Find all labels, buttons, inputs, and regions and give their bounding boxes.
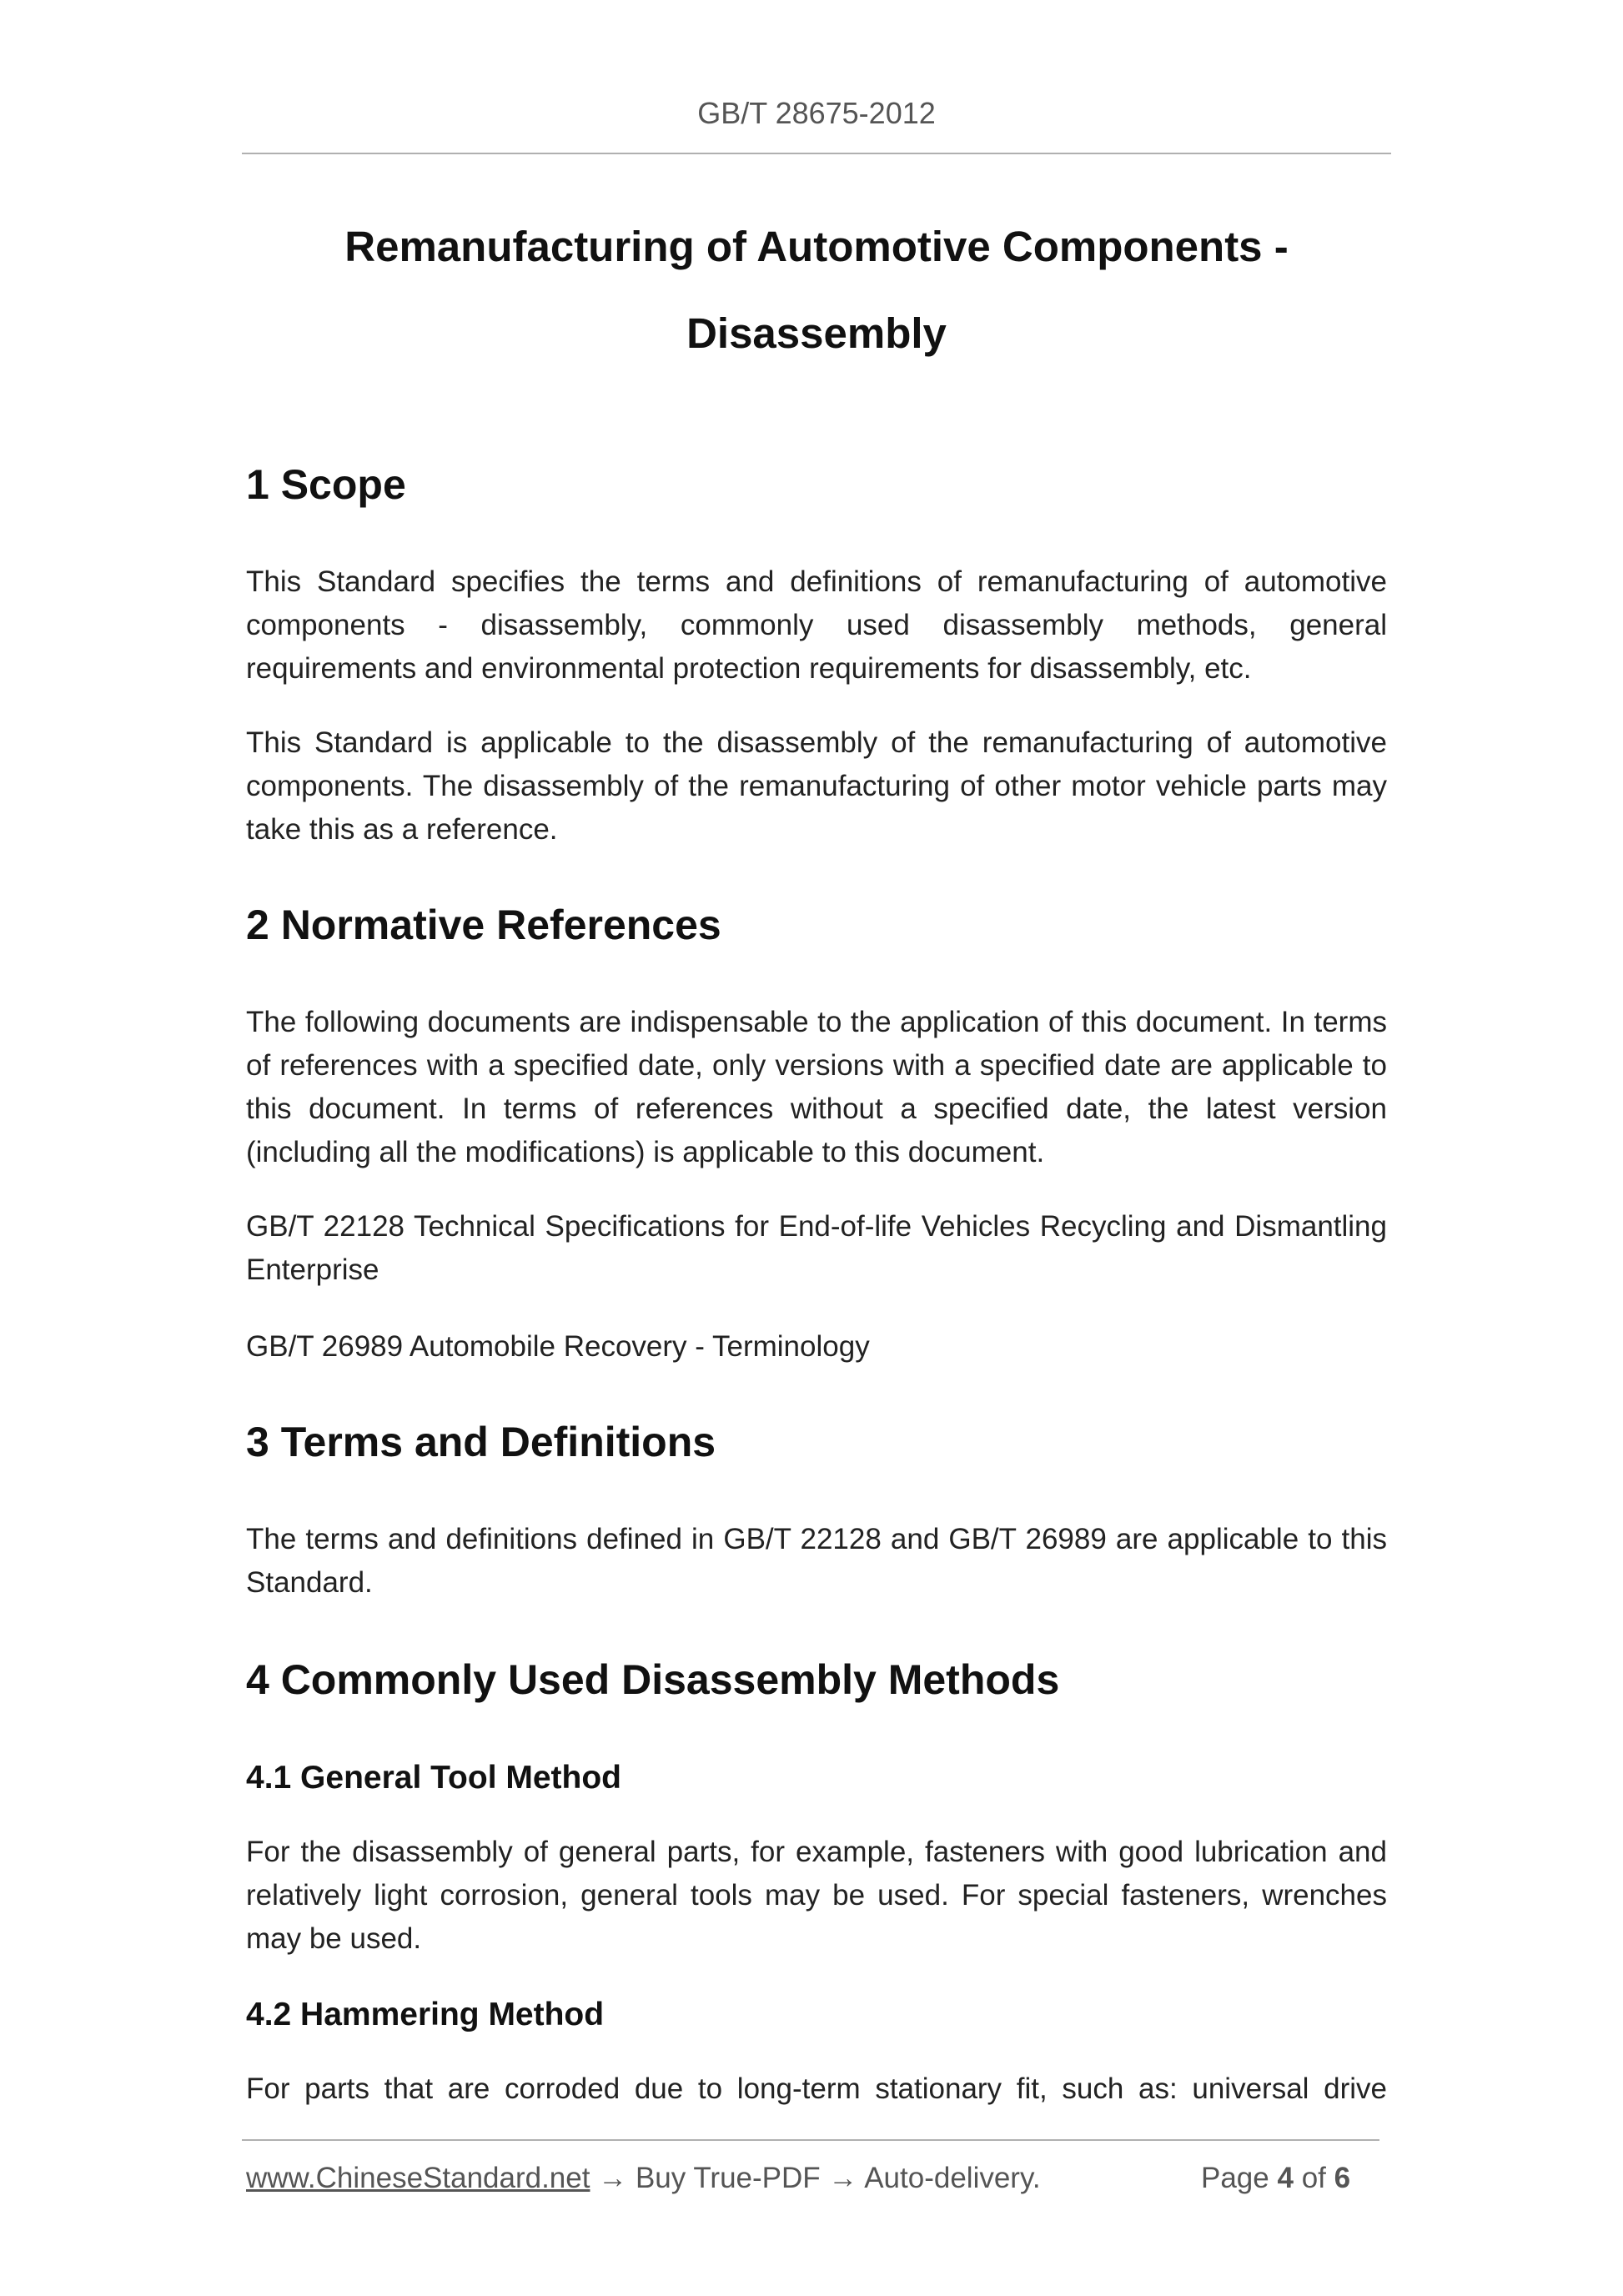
- delivery-text: Auto-delivery.: [864, 2162, 1041, 2194]
- paragraph: This Standard is applicable to the disassembly of the remanufacturing of automotive components. The disassembly of the remanufacturing of other motor vehicle parts may take this as a reference.: [246, 726, 1387, 846]
- page-indicator: [1201, 2162, 1350, 2195]
- paragraph: For parts that are corroded due to long-term stationary fit, such as: universal drive: [246, 2072, 1387, 2105]
- arrow-icon: →: [598, 2162, 628, 2194]
- paragraph: The following documents are indispensable to the application of this document. In terms of references with a specified date, only versions with a specified date are applicable to this document. In terms of references without a specified date, the latest version (including all the modifications) is applicable to this document.: [246, 1006, 1387, 1168]
- page-number: 4: [1277, 2162, 1294, 2194]
- site-link[interactable]: www.ChineseStandard.net: [246, 2162, 590, 2194]
- footer-left: [246, 2162, 1041, 2195]
- buy-text: Buy True-PDF: [635, 2162, 821, 2194]
- running-header: GB/T 28675-2012: [697, 96, 936, 130]
- page-total: 6: [1334, 2162, 1351, 2194]
- footer-rule: [242, 2139, 1379, 2141]
- section-heading-disassembly-methods: 4 Commonly Used Disassembly Methods: [246, 1656, 1060, 1703]
- reference-item: GB/T 22128 Technical Specifications for End-of-life Vehicles Recycling and Dismantling Enterprise: [246, 1210, 1387, 1286]
- arrow-icon: →: [828, 2162, 858, 2194]
- of-label: of: [1301, 2162, 1326, 2194]
- page-label: Page: [1201, 2162, 1269, 2194]
- subsection-heading-general-tool: 4.1 General Tool Method: [246, 1760, 622, 1796]
- paragraph: This Standard specifies the terms and definitions of remanufacturing of automotive components - disassembly, commonly used disassembly methods, general requirements and environmental protection requirements for disassembly, etc.: [246, 565, 1387, 685]
- section-heading-terms-definitions: 3 Terms and Definitions: [246, 1419, 716, 1465]
- document-title-line1: Remanufacturing of Automotive Components -: [344, 223, 1289, 270]
- paragraph: For the disassembly of general parts, for example, fasteners with good lubrication and relatively light corrosion, general tools may be used. For special fasteners, wrenches may be used.: [246, 1836, 1387, 1955]
- header-rule: [242, 153, 1391, 154]
- document-title-line2: Disassembly: [686, 309, 947, 357]
- section-heading-scope: 1 Scope: [246, 461, 406, 508]
- subsection-heading-hammering: 4.2 Hammering Method: [246, 1997, 605, 2032]
- section-heading-normative-references: 2 Normative References: [246, 902, 721, 948]
- paragraph: The terms and definitions defined in GB/T 22128 and GB/T 26989 are applicable to this Standard.: [246, 1523, 1387, 1599]
- reference-item: GB/T 26989 Automobile Recovery - Terminology: [246, 1330, 870, 1363]
